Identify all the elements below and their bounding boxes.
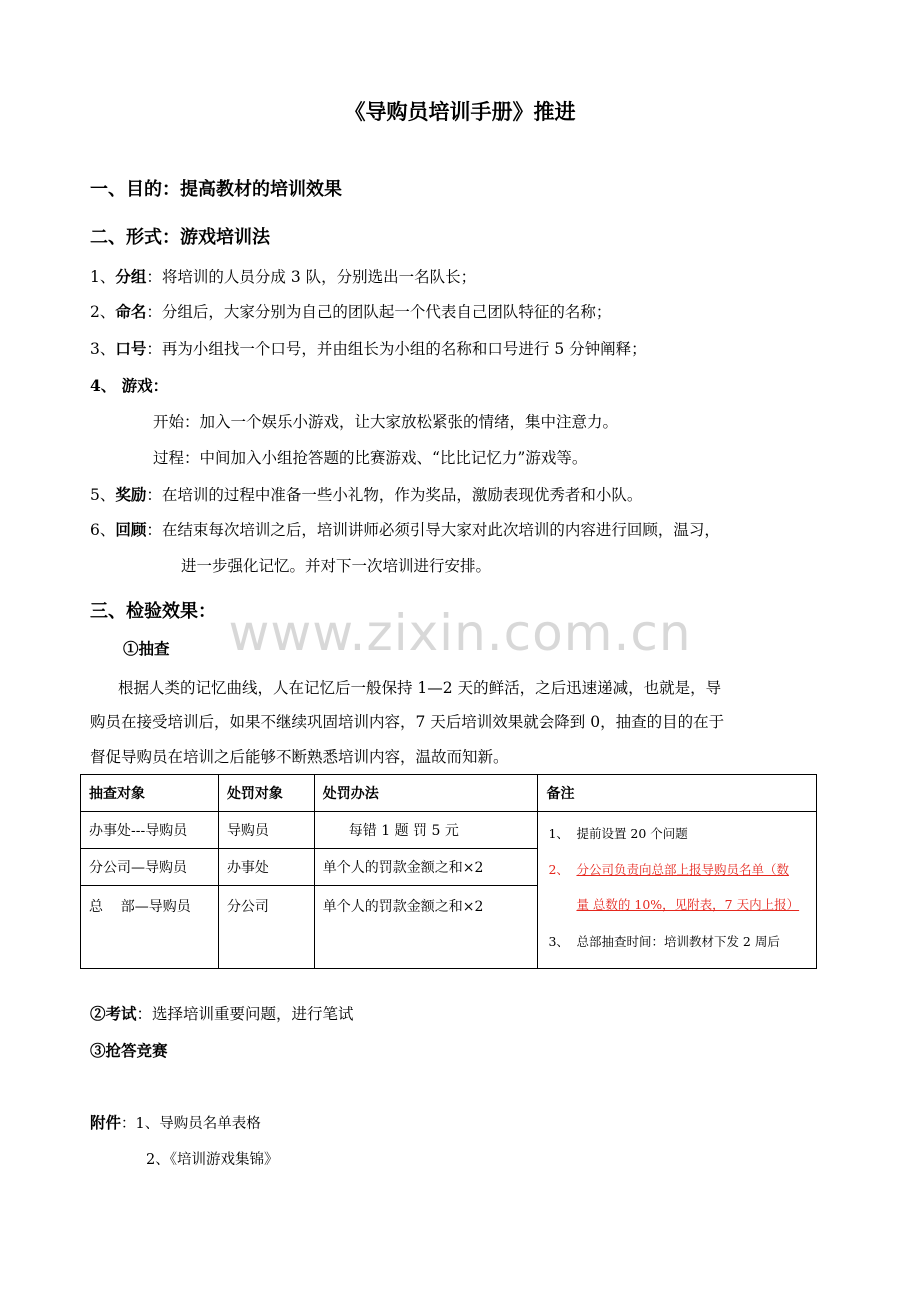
section-purpose: 一、目的：提高教材的培训效果 (90, 179, 342, 200)
item-label: 回顾 (115, 520, 147, 539)
table-header-row (81, 775, 817, 812)
watermark: www.zixin.com.cn (228, 604, 692, 662)
cell-penalty-method: 每错 1 题 罚 5 元 (314, 812, 538, 849)
item-naming (90, 300, 611, 322)
item-label: 命名 (115, 302, 147, 321)
note-1 (548, 824, 687, 842)
item-label: 分组 (115, 267, 147, 286)
cell-check-target: 分公司—导购员 (81, 849, 219, 886)
check-paragraph-line-3: 督促导购员在培训之后能够不断熟悉培训内容，温故而知新。 (90, 748, 509, 766)
cell-penalty-target: 分公司 (218, 886, 314, 969)
cell-check-target: 办事处---导购员 (81, 812, 219, 849)
attachment-label: 附件 (90, 1113, 122, 1132)
item-label: 口号 (115, 339, 147, 358)
item-reward (90, 483, 642, 505)
note-text: 总部抽查时间：培训教材下发 2 周后 (576, 934, 780, 949)
header-penalty-method: 处罚办法 (314, 775, 538, 812)
note-text: 分公司负责向总部上报导购员名单（数 (576, 862, 789, 877)
note-text: 提前设置 20 个问题 (576, 826, 688, 841)
quiz-line: ③抢答竞赛 (90, 1041, 168, 1060)
note-number: 2、 (548, 862, 569, 877)
header-check-target: 抽查对象 (81, 775, 219, 812)
attachment-line-1 (90, 1111, 261, 1133)
check-paragraph-line-2: 购员在接受培训后，如果不继续巩固培训内容，7 天后培训效果就会降到 0，抽查的目的在于 (90, 713, 725, 731)
header-penalty-target: 处罚对象 (218, 775, 314, 812)
exam-label: ②考试 (90, 1004, 137, 1023)
item-text: ：在结束每次培训之后，培训讲师必须引导大家对此次培训的内容进行回顾，温习， (146, 521, 720, 539)
cell-penalty-method: 单个人的罚款金额之和×2 (314, 886, 538, 969)
item-text: ：再为小组找一个口号，并由组长为小组的名称和口号进行 5 分钟阐释； (146, 340, 647, 358)
item-prefix: 6、 (90, 521, 116, 539)
check-heading: ①抽查 (123, 639, 170, 658)
cell-penalty-target: 导购员 (218, 812, 314, 849)
notes-cell (538, 812, 817, 969)
cell-penalty-method: 单个人的罚款金额之和×2 (314, 849, 538, 886)
item-review (90, 518, 720, 540)
attachment-item-1: ：1、导购员名单表格 (121, 1116, 261, 1132)
item-prefix: 2、 (90, 303, 116, 321)
game-process: 过程：中间加入小组抢答题的比赛游戏、“比比记忆力”游戏等。 (153, 449, 588, 467)
item-prefix: 5、 (90, 486, 116, 504)
page-title: 《导购员培训手册》推进 (344, 99, 576, 124)
note-2-continued (576, 895, 799, 913)
item-slogan (90, 337, 647, 359)
item-text: ：分组后，大家分别为自己的团队起一个代表自己团队特征的名称； (146, 303, 612, 321)
cell-penalty-target: 办事处 (218, 849, 314, 886)
penalty-table (80, 774, 817, 969)
item-text: ：将培训的人员分成 3 队，分别选出一名队长； (146, 268, 477, 286)
note-text: 量 总数的 10%，见附表，7 天内上报） (576, 897, 800, 912)
item-prefix: 1、 (90, 268, 116, 286)
game-start: 开始：加入一个娱乐小游戏，让大家放松紧张的情绪，集中注意力。 (153, 413, 619, 431)
item-game-heading: 4、 游戏： (90, 376, 169, 395)
item-review-continued: 进一步强化记忆。并对下一次培训进行安排。 (181, 557, 492, 575)
attachment-item-2: 2、《培训游戏集锦》 (146, 1152, 279, 1168)
note-2 (548, 860, 789, 878)
exam-line (90, 1002, 354, 1024)
note-number: 1、 (548, 826, 569, 841)
note-3 (548, 932, 779, 950)
item-label: 奖励 (115, 485, 147, 504)
header-notes: 备注 (538, 775, 817, 812)
item-text: ：在培训的过程中准备一些小礼物，作为奖品，激励表现优秀者和小队。 (146, 486, 643, 504)
note-number: 3、 (548, 934, 569, 949)
cell-check-target: 总 部—导购员 (81, 886, 219, 969)
item-prefix: 3、 (90, 340, 116, 358)
section-check: 三、检验效果： (90, 601, 216, 622)
section-format: 二、形式：游戏培训法 (90, 227, 270, 248)
table-row (81, 812, 817, 849)
item-grouping (90, 265, 476, 287)
exam-text: ：选择培训重要问题，进行笔试 (136, 1005, 354, 1023)
check-paragraph-line-1: 根据人类的记忆曲线，人在记忆后一般保持 1—2 天的鲜活，之后迅速递减，也就是，导 (118, 679, 722, 697)
